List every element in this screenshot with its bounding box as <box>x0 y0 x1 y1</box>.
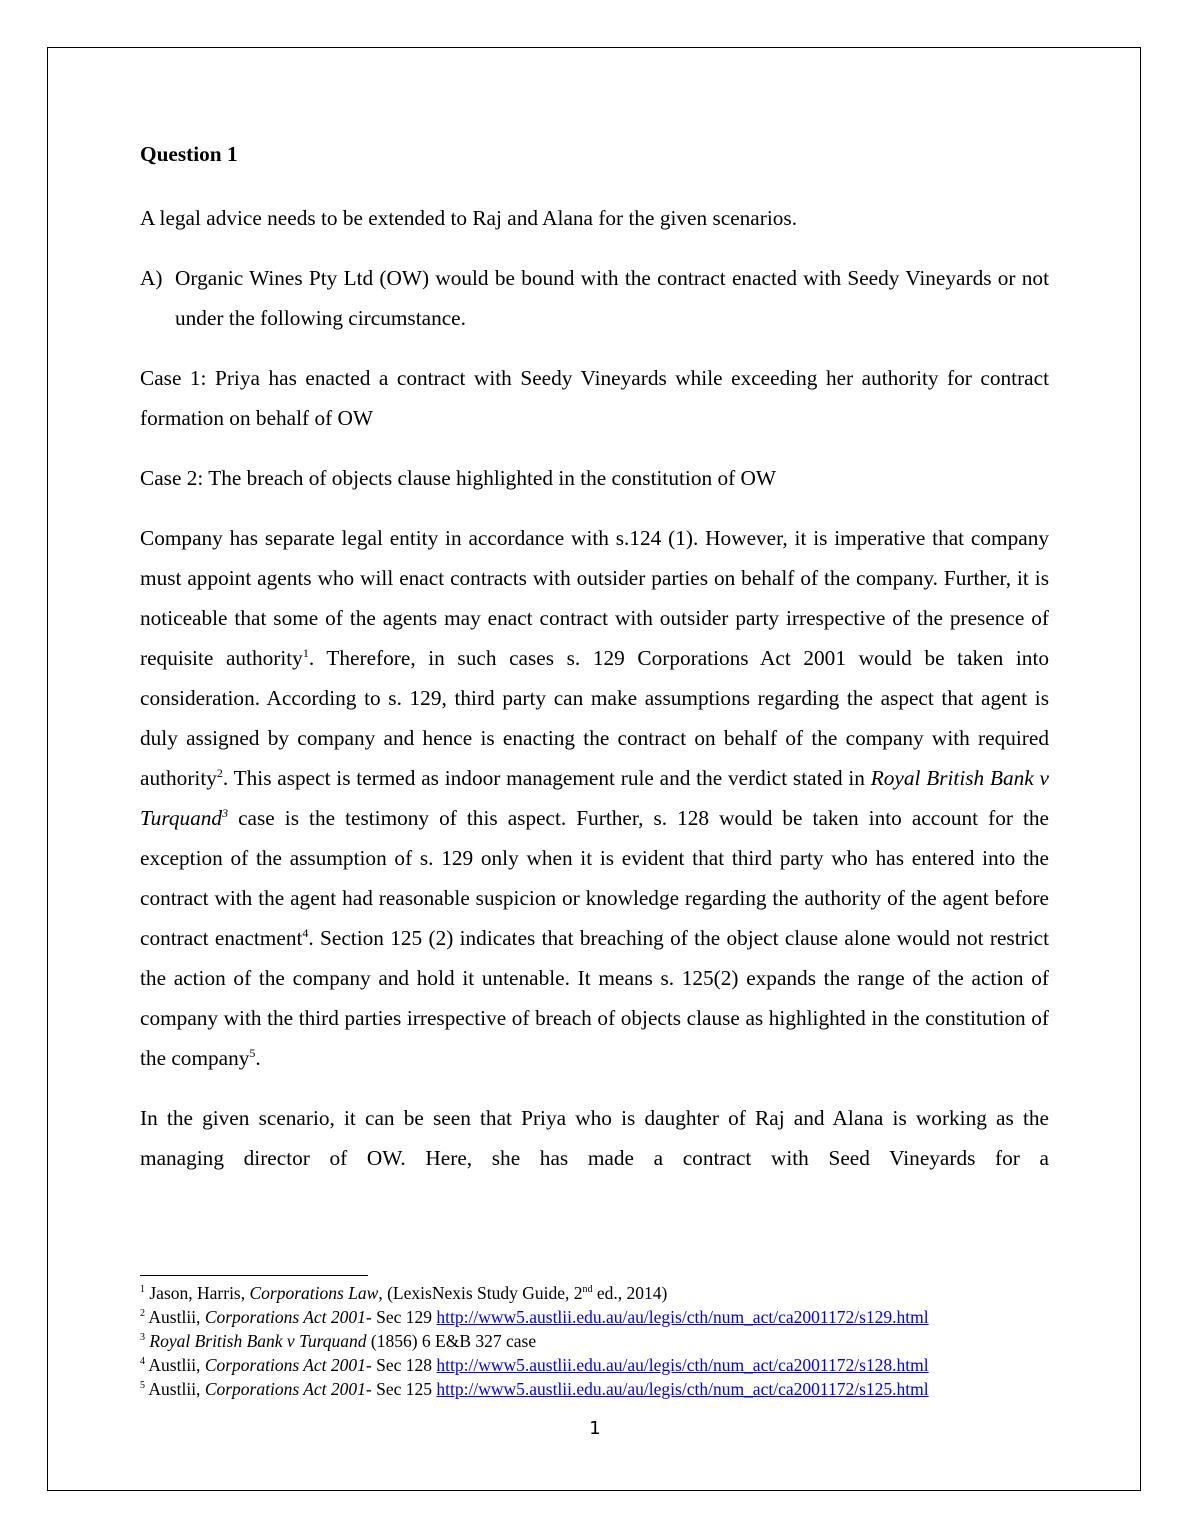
footnote-title: Corporations Act 2001 <box>204 1355 366 1375</box>
footnote-ref-3: 3 <box>222 805 229 820</box>
footnote-text: - Sec 129 <box>365 1307 437 1327</box>
footnote-text: - Sec 128 <box>365 1355 437 1375</box>
case-name: Royal British Bank v Turquand <box>140 766 1050 830</box>
footnote-link[interactable]: http://www5.austlii.edu.au/au/legis/cth/num_act/ca2001172/s129.html <box>436 1307 929 1327</box>
analysis-text-4: case is the testimony of this aspect. Further, s. 128 would be taken into account for the exception of the assumption of s. 129 only when it is evident that third party who has entered into the contract with the agent had reasonable suspicion or knowledge regarding the authority of the agent before contract enactment <box>140 806 1049 950</box>
analysis-text-5: . Section 125 (2) indicates that breaching of the object clause alone would not restrict the action of the company and hold it untenable. It means s. 125(2) expands the range of the action of company with the third parties irrespective of breach of objects clause as highlighted in the constitution of the company <box>140 926 1049 1070</box>
analysis-paragraph <box>140 518 1049 1078</box>
analysis-text-2: . Therefore, in such cases s. 129 Corporations Act 2001 would be taken into consideration. According to s. 129, third party can make assumptions regarding the aspect that agent is duly assigned by company and hence is enacting the contract on behalf of the company with required authority <box>140 646 1050 790</box>
analysis-text-6: . <box>255 1046 261 1070</box>
footnote-text: , (LexisNexis Study Guide, 2 <box>378 1283 583 1303</box>
footnote-ordinal: nd <box>582 1284 593 1296</box>
page-number: 1 <box>589 1418 601 1439</box>
footnote-separator <box>140 1275 368 1276</box>
footnote-number: 2 <box>140 1308 145 1320</box>
footnote-ref-5: 5 <box>249 1045 256 1060</box>
list-item-text: Organic Wines Pty Ltd (OW) would be bound with the contract enacted with Seedy Vineyards or not under the following circumstance. <box>175 266 1049 330</box>
footnote-ref-4: 4 <box>302 925 309 940</box>
footnotes <box>140 1281 1080 1401</box>
footnote-ref-2: 2 <box>216 765 223 780</box>
footnote-4 <box>140 1353 1080 1377</box>
footnote-number: 3 <box>140 1332 145 1344</box>
footnote-text: ed., 2014) <box>592 1283 668 1303</box>
footnote-5 <box>140 1377 1080 1401</box>
list-marker: A) <box>140 266 163 290</box>
footnote-text: Jason, Harris, <box>145 1283 250 1303</box>
footnote-number: 1 <box>140 1284 145 1296</box>
footnote-title: Royal British Bank v Turquand <box>145 1331 367 1351</box>
footnote-link[interactable]: http://www5.austlii.edu.au/au/legis/cth/num_act/ca2001172/s125.html <box>436 1379 929 1399</box>
case-2-paragraph: Case 2: The breach of objects clause highlighted in the constitution of OW <box>140 466 776 490</box>
footnote-number: 4 <box>140 1356 145 1368</box>
footnote-title: Corporations Act 2001 <box>204 1379 366 1399</box>
footnote-text: - Sec 125 <box>365 1379 437 1399</box>
analysis-text-3: . This aspect is termed as indoor management rule and the verdict stated in <box>222 766 871 790</box>
footnote-text: (1856) 6 E&B 327 case <box>366 1331 537 1351</box>
footnote-3 <box>140 1329 1080 1353</box>
footnote-text: Austlii, <box>145 1379 205 1399</box>
footnote-1 <box>140 1281 1080 1305</box>
footnote-2 <box>140 1305 1080 1329</box>
footnote-ref-1: 1 <box>302 645 309 660</box>
intro-paragraph: A legal advice needs to be extended to Raj and Alana for the given scenarios. <box>140 206 798 230</box>
footnote-title: Corporations Law <box>249 1283 379 1303</box>
case-1-paragraph: Case 1: Priya has enacted a contract with Seedy Vineyards while exceeding her authority for contract formation on behalf of OW <box>140 366 1049 430</box>
scenario-paragraph: In the given scenario, it can be seen that Priya who is daughter of Raj and Alana is working as the managing director of OW. Here, she has made a contract with Seed Vineyards for a <box>140 1106 1049 1170</box>
footnote-text: Austlii, <box>145 1355 205 1375</box>
footnote-link[interactable]: http://www5.austlii.edu.au/au/legis/cth/num_act/ca2001172/s128.html <box>436 1355 929 1375</box>
question-heading: Question 1 <box>140 142 238 166</box>
footnote-text: Austlii, <box>145 1307 205 1327</box>
footnote-number: 5 <box>140 1380 145 1392</box>
footnote-title: Corporations Act 2001 <box>204 1307 366 1327</box>
page-content <box>140 138 1049 1198</box>
analysis-text-1: Company has separate legal entity in accordance with s.124 (1). However, it is imperative that company must appoint agents who will enact contracts with outsider parties on behalf of the company. Further, it is noticeable that some of the agents may enact contract with outsider party irrespective of the presence of requisite authority <box>140 526 1049 670</box>
list-item-a <box>140 258 1049 338</box>
